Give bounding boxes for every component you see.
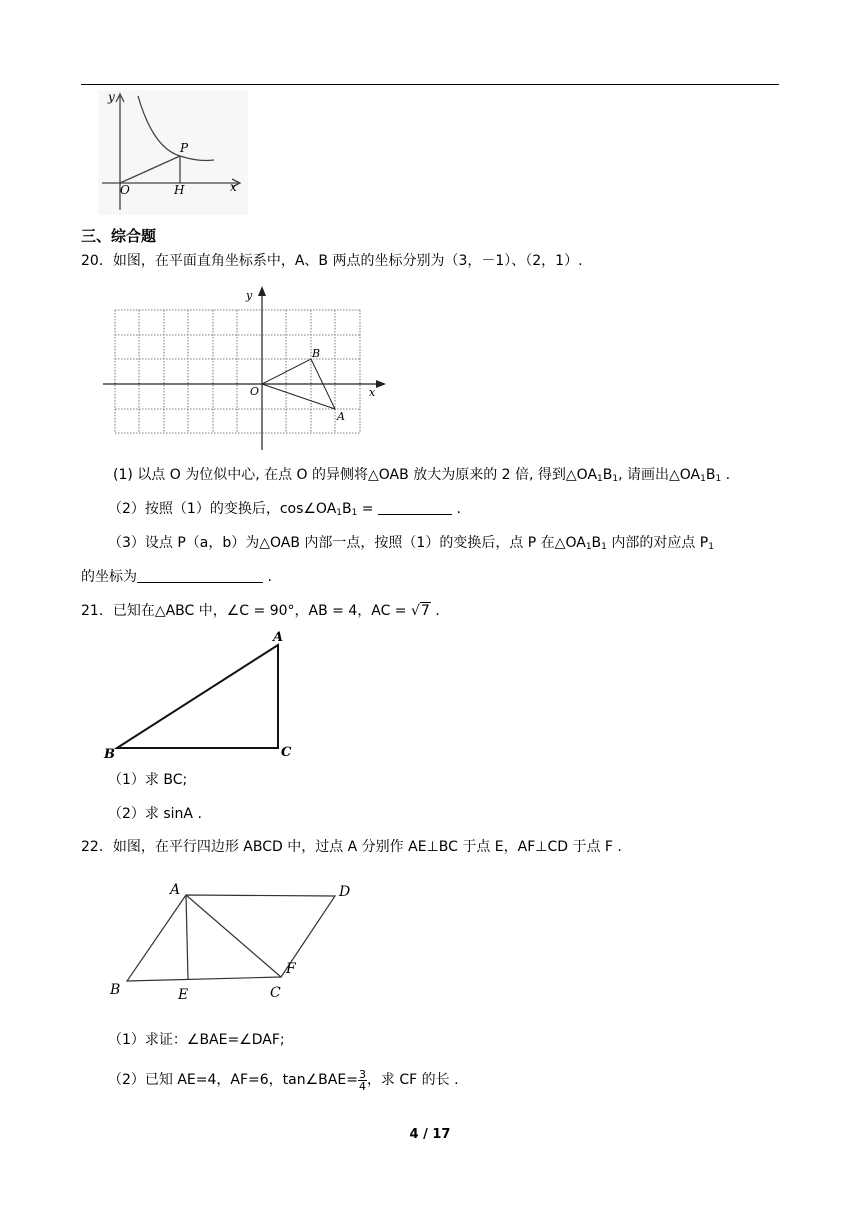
tri-A-label: A [273, 630, 284, 645]
parallelogram-figure [100, 874, 370, 1006]
tri-C-label: C [281, 745, 292, 760]
curve-O-label: O [120, 183, 130, 197]
curve-P-label: P [180, 141, 189, 155]
q20-part2: （2）按照（1）的变换后，$\cos\angle OA_1B_1$ = . [108, 501, 461, 518]
grid-figure [100, 282, 390, 452]
para-D-label: D [339, 884, 351, 900]
q21-part1: （1）求 BC; [108, 772, 188, 788]
fraction: $\frac{3}{4}$ [358, 1067, 366, 1093]
triangle-figure [100, 628, 300, 763]
grid-O-label: O [250, 385, 260, 398]
sqrt-sign: √ [410, 603, 420, 619]
para-F-label: F [286, 961, 296, 977]
grid-x-label: x [369, 386, 376, 399]
curve-y-label: y [108, 90, 115, 104]
q22-stem: 22．如图，在平行四边形 ABCD 中，过点 A 分别作 AE⊥BC 于点 E，AF⊥CD 于点 F . [81, 839, 622, 855]
para-C-label: C [270, 985, 281, 1001]
curve-H-label: H [174, 183, 185, 197]
q21-part2: （2）求 sinA . [108, 806, 202, 822]
header-rule [81, 84, 779, 85]
q20-answer-blank-3[interactable] [137, 568, 263, 583]
q22-part1: （1）求证：∠BAE=∠DAF; [108, 1032, 285, 1048]
q20-part3-cont: 的坐标为 . [81, 569, 272, 585]
para-B-label: B [110, 982, 121, 998]
q20-part1: (1) 以点 O 为位似中心, 在点 O 的异侧将△OAB 放大为原来的 2 倍, 得到$\triangle OA_1B_1$, 请画出$\triangle OA_1B_1$ . [113, 467, 731, 484]
grid-y-label: y [246, 289, 253, 302]
grid-B-label: B [312, 347, 321, 360]
tri-B-label: B [104, 747, 115, 762]
q22-part2: （2）已知 AE=4，AF=6，tan∠BAE= $\frac{3}{4}$ ，求 CF 的长 . [108, 1067, 459, 1093]
para-A-label: A [170, 882, 181, 898]
q20-part3: （3）设点 P（a，b）为△OAB 内部一点，按照（1）的变换后，点 P 在$\triangle OA_1B_1$ 内部的对应点 $P_1$ [108, 535, 714, 552]
grid-A-label: A [337, 410, 345, 423]
curve-x-label: x [230, 180, 237, 194]
q21-stem: 21．已知在△ABC 中，∠C = 90°，AB = 4，AC = √7 . [81, 603, 440, 619]
page-number: 4 / 17 [409, 1127, 451, 1142]
q20-answer-blank-2[interactable] [378, 500, 452, 515]
curve-figure [98, 90, 248, 215]
section-header: 三、综合题 [81, 227, 157, 245]
para-E-label: E [178, 987, 189, 1003]
q20-stem: 20．如图，在平面直角坐标系中，A、B 两点的坐标分别为（3，－1）、（2，1）. [81, 253, 583, 269]
